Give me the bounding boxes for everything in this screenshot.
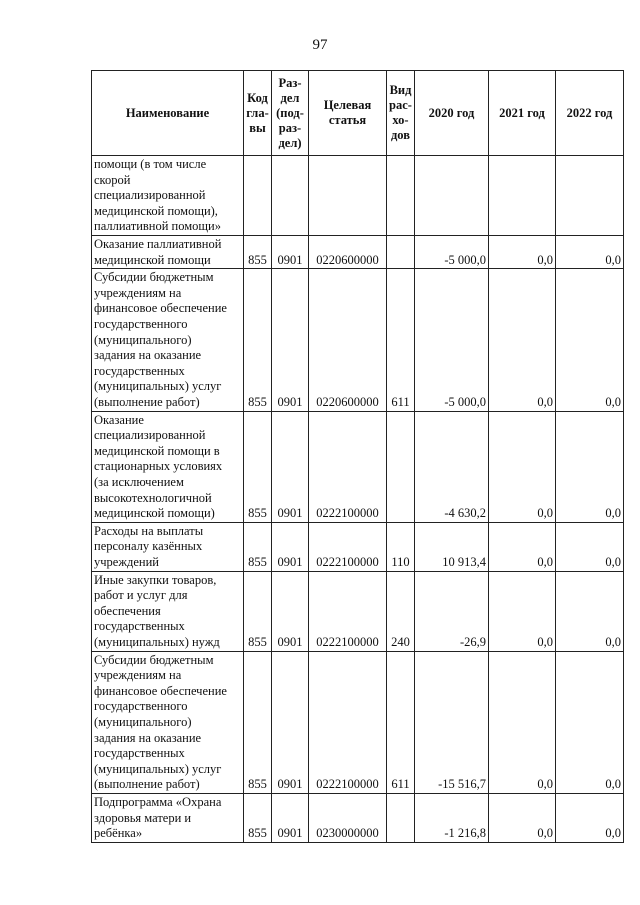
row-name-line: Субсидии бюджетным — [94, 270, 214, 285]
row-name-line: (выполнение работ) — [94, 394, 200, 409]
header-section: Раз- дел (под- раз- дел) — [272, 71, 309, 156]
row-name-line: обеспечения — [94, 603, 161, 618]
table-row — [92, 236, 624, 269]
row-name-line: учреждениям на — [94, 668, 182, 683]
row-name-line: ребёнка» — [94, 826, 143, 841]
header-chapter-code: Код гла- вы — [244, 71, 272, 156]
row-name-line: (муниципальных) услуг — [94, 761, 222, 776]
row-expense-type — [387, 793, 415, 842]
row-chapter-code: 855 — [244, 571, 272, 651]
row-amount-2021: 0,0 — [489, 571, 556, 651]
row-name-line: учреждениям на — [94, 285, 182, 300]
row-name — [92, 522, 244, 571]
row-chapter-code: 855 — [244, 236, 272, 269]
row-name-line: здоровья матери и — [94, 810, 192, 825]
row-expense-type: 110 — [387, 522, 415, 571]
row-name — [92, 236, 244, 269]
row-name-line: государственных — [94, 746, 185, 761]
row-name-line: Расходы на выплаты — [94, 523, 204, 538]
row-name-line: скорой — [94, 172, 131, 187]
row-name-line: (за исключением — [94, 474, 184, 489]
row-name-line: (выполнение работ) — [94, 777, 200, 792]
row-name-line: медицинской помощи) — [94, 506, 215, 521]
row-name-line: (муниципального) — [94, 332, 192, 347]
table-row — [92, 411, 624, 522]
row-expense-type — [387, 411, 415, 522]
header-year-2021: 2021 год — [489, 71, 556, 156]
row-name-line: помощи (в том числе — [94, 157, 207, 172]
row-name-line: Субсидии бюджетным — [94, 652, 214, 667]
row-amount-2021: 0,0 — [489, 651, 556, 793]
header-expense-type: Вид рас- хо- дов — [387, 71, 415, 156]
row-target-article: 0220600000 — [309, 236, 387, 269]
row-name — [92, 269, 244, 411]
row-amount-2022: 0,0 — [556, 411, 624, 522]
row-amount-2022: 0,0 — [556, 269, 624, 411]
row-target-article: 0220600000 — [309, 269, 387, 411]
row-amount-2020: -5 000,0 — [415, 236, 489, 269]
row-amount-2020: -4 630,2 — [415, 411, 489, 522]
row-amount-2022: 0,0 — [556, 522, 624, 571]
row-expense-type: 611 — [387, 269, 415, 411]
row-name-line: высокотехнологичной — [94, 490, 212, 505]
row-target-article: 0222100000 — [309, 571, 387, 651]
row-chapter-code — [244, 156, 272, 236]
table-row — [92, 522, 624, 571]
table-row — [92, 156, 624, 236]
row-name-line: специализированной — [94, 188, 206, 203]
row-amount-2021: 0,0 — [489, 793, 556, 842]
table-row — [92, 571, 624, 651]
row-amount-2022: 0,0 — [556, 236, 624, 269]
header-name: Наименование — [92, 71, 244, 156]
row-amount-2020: 10 913,4 — [415, 522, 489, 571]
row-name-line: задания на оказание — [94, 348, 202, 363]
row-chapter-code: 855 — [244, 522, 272, 571]
row-name-line: медицинской помощи), — [94, 203, 218, 218]
row-target-article: 0222100000 — [309, 651, 387, 793]
row-name-line: медицинской помощи в — [94, 443, 220, 458]
table-row — [92, 793, 624, 842]
row-name-line: стационарных условиях — [94, 459, 223, 474]
table-row — [92, 651, 624, 793]
row-name-line: задания на оказание — [94, 730, 202, 745]
row-name-line: государственных — [94, 619, 185, 634]
row-name-line: учреждений — [94, 554, 159, 569]
row-section: 0901 — [272, 793, 309, 842]
row-amount-2020: -5 000,0 — [415, 269, 489, 411]
row-name — [92, 156, 244, 236]
row-name-line: Иные закупки товаров, — [94, 572, 217, 587]
row-name-line: (муниципального) — [94, 714, 192, 729]
header-target-article: Целевая статья — [309, 71, 387, 156]
row-chapter-code: 855 — [244, 269, 272, 411]
row-target-article — [309, 156, 387, 236]
row-amount-2020 — [415, 156, 489, 236]
row-target-article: 0222100000 — [309, 522, 387, 571]
row-name-line: государственных — [94, 363, 185, 378]
row-name-line: Оказание — [94, 412, 144, 427]
row-amount-2020: -26,9 — [415, 571, 489, 651]
header-year-2020: 2020 год — [415, 71, 489, 156]
row-name-line: медицинской помощи — [94, 252, 211, 267]
row-section: 0901 — [272, 269, 309, 411]
row-expense-type — [387, 156, 415, 236]
row-name-line: финансовое обеспечение — [94, 683, 227, 698]
table-row — [92, 269, 624, 411]
row-name — [92, 571, 244, 651]
row-chapter-code: 855 — [244, 411, 272, 522]
row-section: 0901 — [272, 236, 309, 269]
budget-table — [91, 70, 624, 843]
row-name — [92, 793, 244, 842]
row-name-line: финансовое обеспечение — [94, 301, 227, 316]
row-amount-2021: 0,0 — [489, 236, 556, 269]
row-name — [92, 411, 244, 522]
row-section: 0901 — [272, 522, 309, 571]
row-amount-2022: 0,0 — [556, 571, 624, 651]
row-target-article: 0230000000 — [309, 793, 387, 842]
row-name-line: Подпрограмма «Охрана — [94, 794, 222, 809]
row-name — [92, 651, 244, 793]
row-chapter-code: 855 — [244, 651, 272, 793]
row-target-article: 0222100000 — [309, 411, 387, 522]
row-section — [272, 156, 309, 236]
row-amount-2022: 0,0 — [556, 793, 624, 842]
row-name-line: государственного — [94, 317, 188, 332]
row-amount-2021: 0,0 — [489, 522, 556, 571]
row-amount-2021: 0,0 — [489, 269, 556, 411]
row-name-line: Оказание паллиативной — [94, 237, 222, 251]
table-header-row — [92, 71, 624, 156]
row-expense-type: 611 — [387, 651, 415, 793]
row-section: 0901 — [272, 571, 309, 651]
row-name-line: (муниципальных) услуг — [94, 379, 222, 394]
row-name-line: специализированной — [94, 428, 206, 443]
row-amount-2021 — [489, 156, 556, 236]
row-name-line: работ и услуг для — [94, 588, 188, 603]
row-amount-2021: 0,0 — [489, 411, 556, 522]
row-expense-type: 240 — [387, 571, 415, 651]
row-chapter-code: 855 — [244, 793, 272, 842]
row-name-line: паллиативной помощи» — [94, 219, 221, 234]
row-section: 0901 — [272, 651, 309, 793]
row-amount-2020: -15 516,7 — [415, 651, 489, 793]
row-name-line: персоналу казённых — [94, 539, 203, 554]
row-name-line: (муниципальных) нужд — [94, 634, 220, 649]
row-expense-type — [387, 236, 415, 269]
page-number: 97 — [312, 37, 328, 53]
row-amount-2022 — [556, 156, 624, 236]
table-body — [92, 156, 624, 843]
row-amount-2022: 0,0 — [556, 651, 624, 793]
row-name-line: государственного — [94, 699, 188, 714]
header-year-2022: 2022 год — [556, 71, 624, 156]
row-amount-2020: -1 216,8 — [415, 793, 489, 842]
row-section: 0901 — [272, 411, 309, 522]
